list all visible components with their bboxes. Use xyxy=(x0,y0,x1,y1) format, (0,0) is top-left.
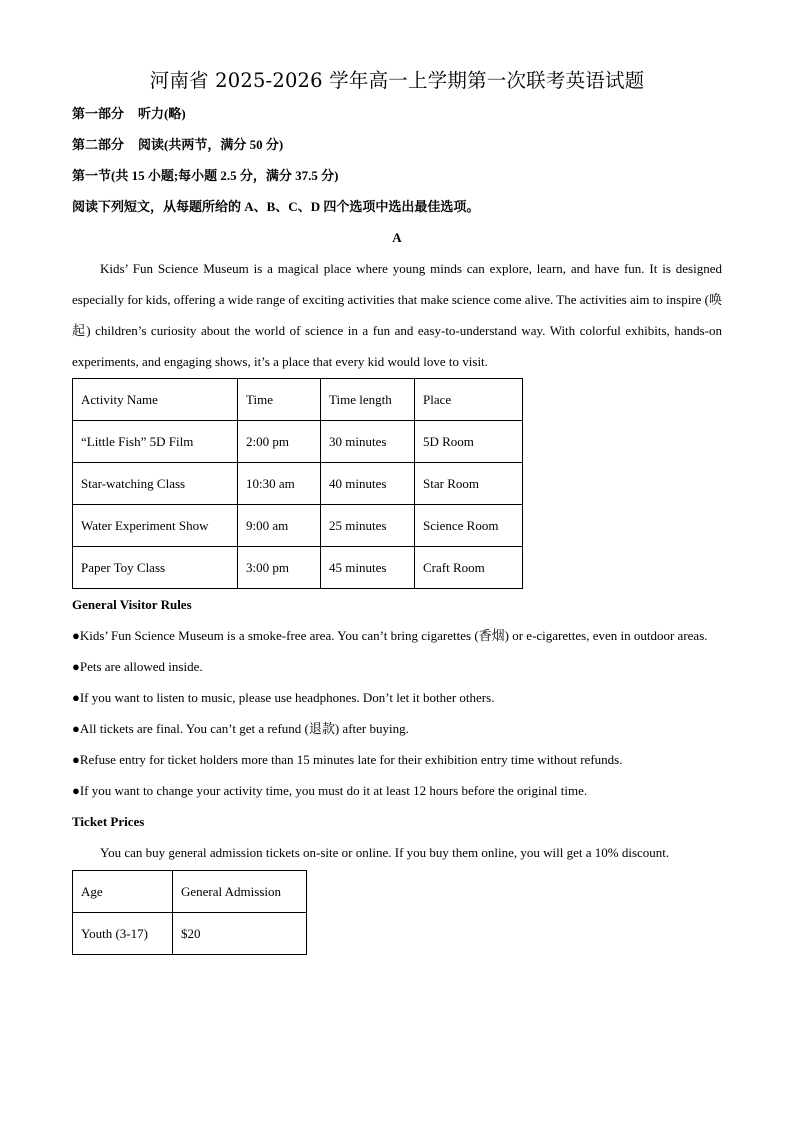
table-cell: 5D Room xyxy=(415,421,523,463)
rules-heading: General Visitor Rules xyxy=(72,597,192,612)
table-cell: Star Room xyxy=(415,463,523,505)
table-header-cell: Age xyxy=(73,871,173,913)
page-title: 河南省 2025-2026 学年高一上学期第一次联考英语试题 xyxy=(149,69,645,92)
table-cell: $20 xyxy=(173,913,307,955)
part2-label: 第二部分 xyxy=(72,137,125,152)
table-header-cell: Place xyxy=(415,379,523,421)
table-cell: 45 minutes xyxy=(321,547,415,589)
rule-item: ●All tickets are final. You can’t get a refund (退款) after buying. xyxy=(72,721,409,736)
table-header-cell: Time length xyxy=(321,379,415,421)
section1-heading: 第一节(共 15 小题;每小题 2.5 分，满分 37.5 分) xyxy=(72,168,339,183)
table-cell: Water Experiment Show xyxy=(73,505,238,547)
part2-heading xyxy=(72,129,722,160)
table-cell: 40 minutes xyxy=(321,463,415,505)
table-cell: Star-watching Class xyxy=(73,463,238,505)
instruction-text: 阅读下列短文，从每题所给的 A、B、C、D 四个选项中选出最佳选项。 xyxy=(72,199,480,214)
activity-table-header-row xyxy=(73,379,523,421)
table-cell: 9:00 am xyxy=(238,505,321,547)
part1-label: 第一部分 xyxy=(72,106,125,121)
table-cell: Paper Toy Class xyxy=(73,547,238,589)
table-cell: 2:00 pm xyxy=(238,421,321,463)
rule-item: ●Kids’ Fun Science Museum is a smoke-free area. You can’t bring cigarettes (香烟) or e-cigarettes, even in outdoor areas. xyxy=(72,628,708,643)
intro-paragraph: Kids’ Fun Science Museum is a magical place where young minds can explore, learn, and have fun. It is designed especially for kids, offering a wide range of exciting activities that make science come alive. The activities aim to inspire (唤起) children’s curiosity about the world of science in a fun and easy-to-understand way. With colorful exhibits, hands-on experiments, and engaging shows, it’s a place that every kid would love to visit. xyxy=(72,261,723,369)
table-cell: 25 minutes xyxy=(321,505,415,547)
table-header-cell: Activity Name xyxy=(73,379,238,421)
part1-text: 听力(略) xyxy=(138,106,186,121)
table-cell: Science Room xyxy=(415,505,523,547)
table-row xyxy=(73,913,307,955)
table-header-cell: General Admission xyxy=(173,871,307,913)
part2-text: 阅读(共两节，满分 50 分) xyxy=(138,137,284,152)
price-table xyxy=(72,870,307,955)
activity-table xyxy=(72,378,523,589)
table-cell: 30 minutes xyxy=(321,421,415,463)
rule-item: ●Pets are allowed inside. xyxy=(72,659,203,674)
ticket-paragraph: You can buy general admission tickets on-site or online. If you buy them online, you will get a 10% discount. xyxy=(100,845,670,860)
rule-item: ●Refuse entry for ticket holders more than 15 minutes late for their exhibition entry time without refunds. xyxy=(72,752,623,767)
passage-label: A xyxy=(392,230,402,245)
table-cell: “Little Fish” 5D Film xyxy=(73,421,238,463)
table-cell: 10:30 am xyxy=(238,463,321,505)
part1-heading xyxy=(72,98,722,129)
table-row xyxy=(73,463,523,505)
table-row xyxy=(73,505,523,547)
table-row xyxy=(73,421,523,463)
price-table-header-row xyxy=(73,871,307,913)
table-cell: 3:00 pm xyxy=(238,547,321,589)
table-header-cell: Time xyxy=(238,379,321,421)
ticket-heading: Ticket Prices xyxy=(72,814,145,829)
rule-item: ●If you want to listen to music, please use headphones. Don’t let it bother others. xyxy=(72,690,495,705)
document-page xyxy=(72,66,722,955)
table-row xyxy=(73,547,523,589)
table-cell: Craft Room xyxy=(415,547,523,589)
table-cell: Youth (3-17) xyxy=(73,913,173,955)
rule-item: ●If you want to change your activity time, you must do it at least 12 hours before the original time. xyxy=(72,783,588,798)
